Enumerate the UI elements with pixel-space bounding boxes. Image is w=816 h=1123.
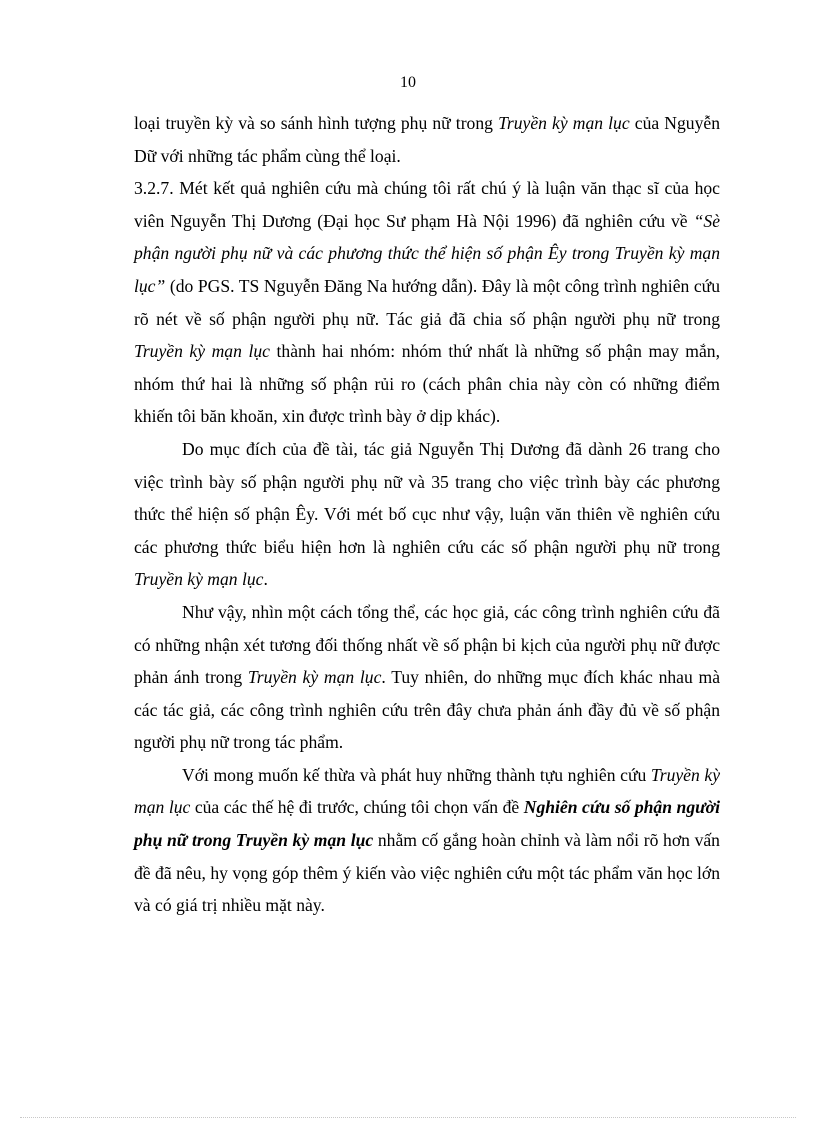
paragraph-5	[134, 759, 720, 922]
body-text	[134, 107, 720, 922]
paragraph-4	[134, 596, 720, 759]
p5-text-c: của các thế hệ đi trước, chúng tôi chọn vấn đề	[190, 797, 524, 818]
p1-text-a: loại truyền kỳ và so sánh hình tượng phụ nữ trong	[134, 113, 499, 133]
page-number: 10	[400, 74, 416, 91]
p2-text-a: 3.2.7. Mét kết quả nghiên cứu mà chúng tôi rất chú ý là luận văn thạc sĩ của học viên Nguyễn Thị Dương (Đại học Sư phạm Hà Nội 1996) đã nghiên cứu về	[134, 178, 720, 231]
paragraph-2	[134, 172, 720, 433]
p5-topic-bold-italic: Nghiên cứu số phận người phụ nữ trong Truyền kỳ mạn lục	[134, 797, 720, 851]
page-edge-dotted-line	[20, 1117, 796, 1118]
p2-text-c: (do PGS. TS Nguyễn Đăng Na hướng dẫn). Đây là một công trình nghiên cứu rõ nét về số phận người phụ nữ. Tác giả đã chia số phận người phụ nữ trong	[134, 275, 720, 329]
paragraph-3	[134, 433, 720, 596]
p2-title-italic: Truyền kỳ mạn lục	[134, 341, 270, 362]
p4-title-italic: Truyền kỳ mạn lục	[247, 667, 382, 688]
p4-text-c: . Tuy nhiên, do những mục đích khác nhau mà các tác giả, các công trình nghiên cứu trên đây chưa phản ánh đầy đủ về số phận người phụ nữ trong tác phẩm.	[134, 667, 721, 753]
p3-text-c: .	[263, 569, 268, 590]
p3-title-italic: Truyền kỳ mạn lục	[134, 569, 264, 590]
p3-text-a: Do mục đích của đề tài, tác giả Nguyễn Thị Dương đã dành 26 trang cho việc trình bày số phận người phụ nữ và 35 trang cho việc trình bày các phương thức thể hiện số phận Êy. Với mét bố cục như vậy, luận văn thiên về nghiên cứu các phương thức biểu hiện hơn là nghiên cứu các số phận người phụ nữ trong	[134, 438, 720, 557]
p4-text-a: Như vậy, nhìn một cách tổng thể, các học giả, các công trình nghiên cứu đã có những nhận xét tương đối thống nhất về số phận bi kịch của người phụ nữ được phản ánh trong	[134, 601, 720, 688]
paragraph-1	[134, 107, 720, 172]
p5-text-a: Với mong muốn kế thừa và phát huy những thành tựu nghiên cứu	[182, 764, 651, 785]
p2-text-e: thành hai nhóm: nhóm thứ nhất là những số phận may mắn, nhóm thứ hai là những số phận rủi ro (cách phân chia này còn có những điểm khiến tôi băn khoăn, xin được trình bày ở dịp khác).	[134, 341, 720, 427]
p5-title-italic: Truyền kỳ mạn lục	[134, 764, 721, 818]
p2-thesis-title-italic: “Sè phận người phụ nữ và các phương thức thể hiện số phận Êy trong Truyền kỳ mạn lục”	[134, 210, 720, 296]
p5-text-e: nhằm cố gắng hoàn chỉnh và làm nổi rõ hơn vấn đề đã nêu, hy vọng góp thêm ý kiến vào việc nghiên cứu một tác phẩm văn học lớn và có giá trị nhiều mặt này.	[134, 830, 720, 916]
p1-text-c: của Nguyễn Dữ với những tác phẩm cùng thể loại.	[134, 113, 721, 166]
p1-title-italic: Truyền kỳ mạn lục	[498, 113, 630, 133]
